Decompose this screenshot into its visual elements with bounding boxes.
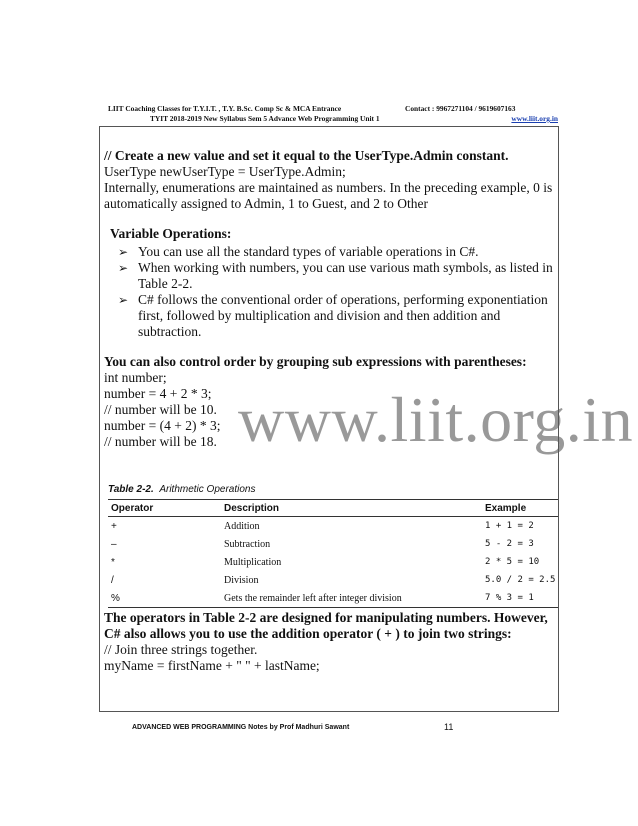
table-row: [108, 589, 558, 608]
table-caption-label: Table 2-2.: [108, 484, 154, 495]
header-title: LIIT Coaching Classes for T.Y.I.T. , T.Y. B.Sc. Comp Sc & MCA Entrance: [108, 104, 342, 113]
code-line: number = 4 + 2 * 3;: [104, 386, 212, 401]
column-header: Description: [221, 500, 482, 517]
table-cell: 2 * 5 = 10: [485, 557, 540, 567]
grouping-heading: You can also control order by grouping sub expressions with parentheses:: [104, 354, 527, 369]
code-line: int number;: [104, 370, 167, 385]
table-cell: 5 - 2 = 3: [485, 539, 534, 549]
table-cell: *: [111, 556, 115, 568]
intro-code: UserType newUserType = UserType.Admin;: [104, 164, 346, 179]
table-row: [108, 571, 558, 589]
column-header: Example: [482, 500, 558, 517]
strings-section: [104, 610, 556, 674]
code-line: // number will be 10.: [104, 402, 217, 417]
header-url-link[interactable]: www.liit.org.in: [511, 114, 558, 123]
intro-paragraph: Internally, enumerations are maintained as numbers. In the preceding example, 0 is automatically assigned to Admin, 1 to Guest, and 2 to Other: [104, 180, 553, 211]
arrow-bullet-icon: ➢: [118, 293, 129, 307]
table-cell: 7 % 3 = 1: [482, 589, 558, 608]
list-item: ➢ When working with numbers, you can use various math symbols, as listed in Table 2-2.: [118, 260, 553, 291]
header-contact: Contact : 9967271104 / 9619607163: [405, 104, 516, 113]
list-item: ➢ C# follows the conventional order of operations, performing exponentiation first, followed by multiplication and division and then addition and subtraction.: [118, 292, 548, 339]
bullet-list: [104, 244, 556, 340]
arrow-bullet-icon: ➢: [118, 245, 129, 259]
code-line: number = (4 + 2) * 3;: [104, 418, 221, 433]
strings-comment: // Join three strings together.: [104, 642, 258, 657]
table-row: [108, 553, 558, 571]
header-course: TYIT 2018-2019 New Syllabus Sem 5 Advance Web Programming Unit 1: [150, 114, 380, 123]
table-row: [108, 535, 558, 553]
column-header: Operator: [108, 500, 221, 517]
arrow-bullet-icon: ➢: [118, 261, 129, 275]
footer-text: ADVANCED WEB PROGRAMMING Notes by Prof Madhuri Sawant: [132, 724, 350, 731]
table-header-row: [108, 500, 558, 517]
list-item: ➢ You can use all the standard types of variable operations in C#.: [118, 244, 479, 259]
table-cell: Gets the remainder left after integer division: [221, 589, 482, 608]
table-caption: [108, 484, 255, 495]
variable-operations-section: [104, 226, 556, 340]
arithmetic-operations-table: [108, 499, 558, 608]
table-cell: +: [111, 520, 117, 532]
table-cell: %: [108, 589, 221, 608]
table-caption-title: Arithmetic Operations: [159, 484, 256, 495]
table-row: [108, 517, 558, 536]
section-title: Variable Operations:: [110, 226, 232, 241]
table-cell: –: [111, 538, 117, 550]
header-line-2: [150, 114, 558, 123]
table-cell: 5.0 / 2 = 2.5: [485, 575, 556, 585]
table-cell: /: [111, 574, 114, 586]
intro-comment: // Create a new value and set it equal to the UserType.Admin constant.: [104, 148, 509, 163]
watermark: www.liit.org.in: [238, 384, 634, 455]
table-cell: 1 + 1 = 2: [485, 521, 534, 531]
strings-paragraph: The operators in Table 2-2 are designed for manipulating numbers. However, C# also allows you to use the addition operator ( + ) to join two strings:: [104, 610, 548, 641]
page-number: 11: [444, 722, 454, 732]
table-cell: Multiplication: [224, 556, 282, 568]
strings-code: myName = firstName + " " + lastName;: [104, 658, 320, 673]
table-cell: Division: [224, 574, 259, 586]
table-cell: Subtraction: [224, 538, 271, 550]
header-line-1: [108, 104, 558, 113]
code-line: // number will be 18.: [104, 434, 217, 449]
table-cell: Addition: [224, 520, 260, 532]
